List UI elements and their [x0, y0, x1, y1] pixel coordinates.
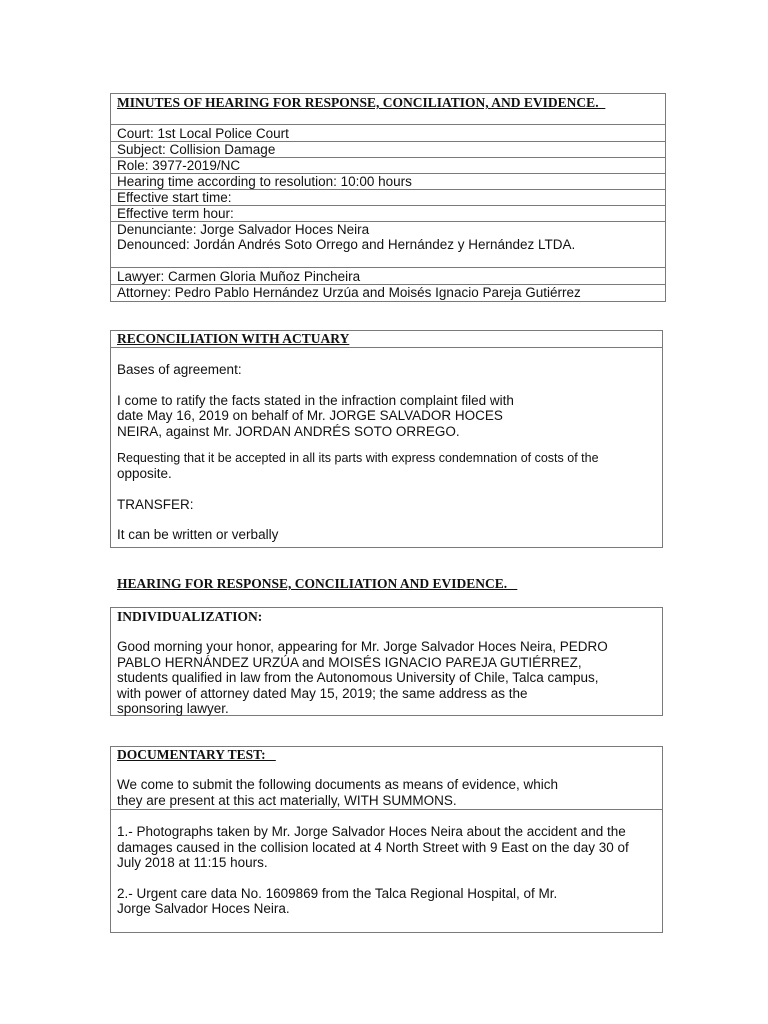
documentary-intro-line-1: We come to submit the following documents as means of evidence, which	[117, 777, 558, 792]
attorney-row: Attorney: Pedro Pablo Hernández Urzúa and Moisés Ignacio Pareja Gutiérrez	[117, 285, 581, 300]
minutes-title: MINUTES OF HEARING FOR RESPONSE, CONCILIATION, AND EVIDENCE.	[111, 94, 665, 125]
item-1-line-1: 1.- Photographs taken by Mr. Jorge Salvador Hoces Neira about the accident and the	[117, 824, 626, 839]
item-2-line-2: Jorge Salvador Hoces Neira.	[117, 901, 290, 916]
individualization-box	[110, 607, 663, 716]
requesting-line-2: opposite.	[117, 466, 172, 481]
role-row: Role: 3977-2019/NC	[111, 158, 665, 174]
ratify-line-2: date May 16, 2019 on behalf of Mr. JORGE SALVADOR HOCES	[117, 408, 503, 423]
documentary-intro	[111, 747, 662, 810]
minutes-table	[110, 93, 666, 302]
individualization-body	[111, 608, 662, 717]
documentary-box	[110, 746, 663, 933]
parties-row	[111, 222, 665, 268]
transfer-label: TRANSFER:	[117, 496, 194, 512]
subject-row: Subject: Collision Damage	[111, 142, 665, 158]
reconciliation-title: RECONCILIATION WITH ACTUARY	[111, 331, 662, 348]
individualization-line-4: with power of attorney dated May 15, 2019; the same address as the	[117, 685, 528, 701]
individualization-title: INDIVIDUALIZATION:	[117, 609, 263, 624]
ratify-line-3: NEIRA, against Mr. JORDAN ANDRÉS SOTO ORREGO.	[117, 423, 460, 439]
documentary-items	[111, 810, 662, 917]
item-1-line-3: July 2018 at 11:15 hours.	[117, 855, 268, 870]
individualization-line-2: PABLO HERNÁNDEZ URZÚA and MOISÉS IGNACIO PAREJA GUTIÉRREZ,	[117, 654, 582, 670]
lawyer-row: Lawyer: Carmen Gloria Muñoz Pincheira	[111, 268, 665, 285]
requesting-line-1: Requesting that it be accepted in all its parts with express condemnation of costs of the	[117, 451, 599, 465]
individualization-line-3: students qualified in law from the Autonomous University of Chile, Talca campus,	[117, 670, 599, 685]
written-verbally: It can be written or verbally	[117, 527, 279, 542]
item-1-line-2: damages caused in the collision located at 4 North Street with 9 East on the day 30 of	[117, 839, 629, 855]
item-2-line-1: 2.- Urgent care data No. 1609869 from the Talca Regional Hospital, of Mr.	[117, 885, 558, 901]
denunciante: Denunciante: Jorge Salvador Hoces Neira	[117, 222, 370, 237]
ratify-line-1: I come to ratify the facts stated in the infraction complaint filed with	[117, 392, 514, 408]
court-row: Court: 1st Local Police Court	[111, 125, 665, 142]
individualization-line-1: Good morning your honor, appearing for Mr. Jorge Salvador Hoces Neira, PEDRO	[117, 639, 608, 654]
bases-of-agreement: Bases of agreement:	[117, 362, 242, 377]
documentary-title: DOCUMENTARY TEST:	[117, 747, 276, 762]
documentary-intro-line-2: they are present at this act materially, WITH SUMMONS.	[117, 792, 457, 808]
start-time-row: Effective start time:	[111, 190, 665, 206]
term-hour-row: Effective term hour:	[111, 206, 665, 222]
denounced: Denounced: Jordán Andrés Soto Orrego and Hernández y Hernández LTDA.	[117, 237, 576, 252]
reconciliation-box	[110, 330, 663, 548]
hearing-time-row: Hearing time according to resolution: 10:00 hours	[111, 174, 665, 190]
hearing-heading: HEARING FOR RESPONSE, CONCILIATION AND EVIDENCE.	[117, 576, 518, 591]
reconciliation-body	[111, 348, 662, 543]
individualization-line-5: sponsoring lawyer.	[117, 701, 229, 716]
